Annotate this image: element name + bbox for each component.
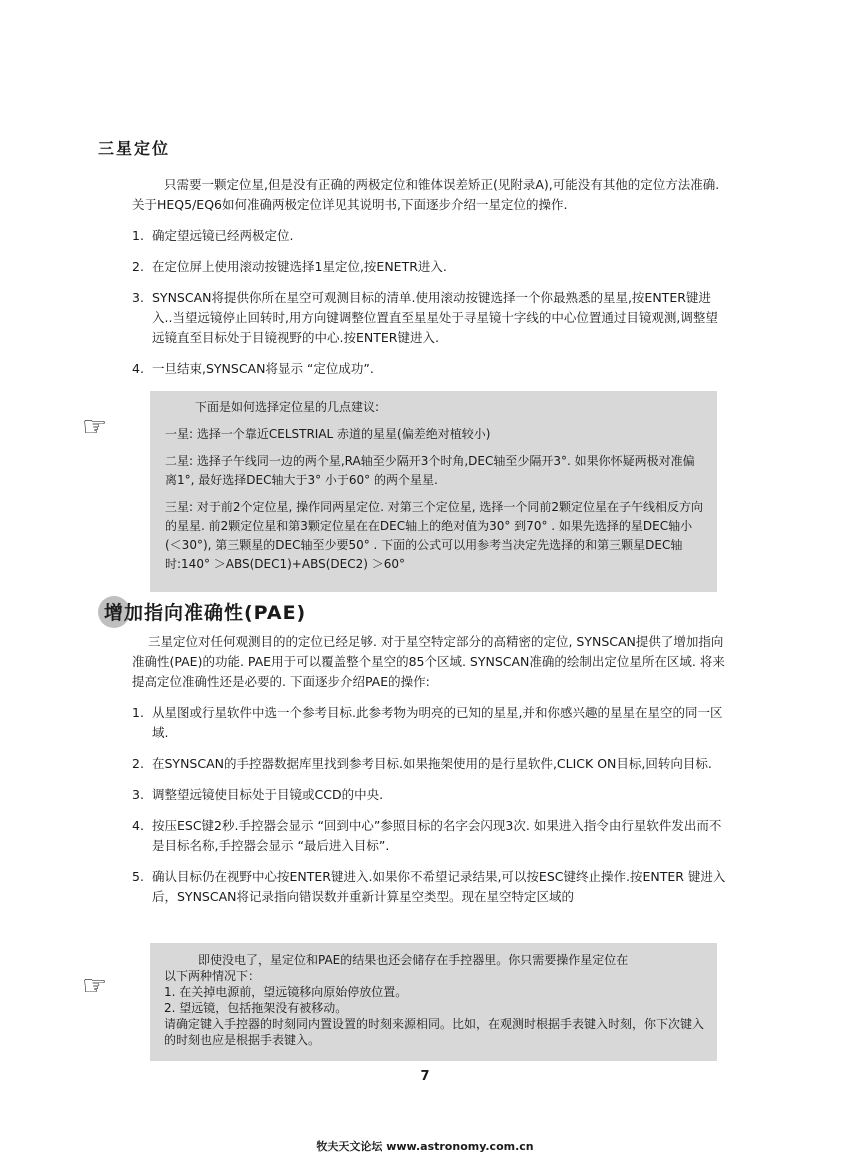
intro-text: 只需要一颗定位星,但是没有正确的两极定位和锥体误差矫正(见附录A),可能没有其他的定位方法准确.关于HEQ5/EQ6如何准确两极定位详见其说明书,下面逐步介绍一星定位的操作.	[132, 177, 720, 212]
list-number: 1.	[132, 228, 144, 243]
list-number: 2.	[132, 259, 144, 274]
step-list-1	[132, 226, 728, 379]
list-item	[132, 785, 728, 805]
list-text: 在SYNSCAN的手控器数据库里找到参考目标.如果拖架使用的是行星软件,CLICK ON目标,回转向目标.	[152, 756, 712, 771]
list-number: 3.	[132, 787, 144, 802]
list-number: 2.	[132, 756, 144, 771]
pointing-hand-icon: ☞	[82, 410, 108, 443]
tip-line: 1. 在关掉电源前，望远镜移向原始停放位置。	[164, 985, 408, 999]
tip-box-alignment-stars	[150, 391, 717, 592]
list-number: 1.	[132, 705, 144, 720]
list-item	[132, 754, 728, 774]
list-item	[132, 816, 728, 856]
list-number: 4.	[132, 361, 144, 376]
list-item	[132, 359, 728, 379]
tip-item-one-star: 一星: 选择一个靠近CELSTRIAL 赤道的星星(偏差绝对植较小)	[165, 427, 491, 441]
intro-paragraph	[132, 175, 728, 215]
tip-item-three-star: 三星: 对于前2个定位星, 操作同两星定位. 对第三个定位星, 选择一个同前2颗定位星在子午线相反方向的星星. 前2颗定位星和第3颗定位星在在DEC轴上的绝对值为30° 到70° . 如果先选择的星DEC轴小(＜30°), 第三颗星的DEC轴至少要50° . 下面的公式可以用参考当决定先选择的和第三颗星DEC轴时:140° ＞ABS(DEC1)+ABS(DEC2) ＞60°	[165, 500, 704, 571]
list-item	[132, 288, 728, 348]
pointing-hand-icon: ☞	[82, 969, 108, 1002]
section-title-three-star: 三星定位	[98, 139, 171, 158]
list-text: 调整望远镜使目标处于目镜或CCD的中央.	[152, 787, 384, 802]
list-text: 按压ESC键2秒.手控器会显示 “回到中心”参照目标的名字会闪现3次. 如果进入指令由行星软件发出而不是目标名称,手控器会显示 “最后进入目标”.	[152, 818, 722, 853]
footer-forum-link[interactable]: 牧夫天文论坛 www.astronomy.com.cn	[316, 1140, 534, 1153]
list-text: SYNSCAN将提供你所在星空可观测目标的清单.使用滚动按键选择一个你最熟悉的星星,按ENTER键进入..当望远镜停止回转时,用方向键调整位置直至星星处于寻星镜十字线的中心位置通过目镜观测,调整望远镜直至目标处于目镜视野的中心.按ENTER键进入.	[152, 290, 718, 345]
pae-intro-paragraph: 三星定位对任何观测目的的定位已经足够. 对于星空特定部分的高精密的定位, SYNSCAN提供了增加指向准确性(PAE)的功能. PAE用于可以覆盖整个星空的85个区域. SYNSCAN准确的绘制出定位星所在区域. 将来提高定位准确性还是必要的. 下面逐步介绍PAE的操作:	[132, 634, 725, 689]
page-number: 7	[420, 1069, 430, 1084]
step-list-2	[132, 703, 728, 907]
tip-title: 即使没电了，星定位和PAE的结果也还会储存在手控器里。你只需要操作星定位在	[198, 953, 629, 967]
tip-box-memory	[150, 943, 717, 1061]
list-item	[132, 703, 728, 743]
tip-title: 下面是如何选择定位星的几点建议:	[195, 400, 380, 414]
tip-line: 以下两种情况下：	[164, 969, 261, 983]
list-number: 5.	[132, 869, 144, 884]
list-item	[132, 257, 728, 277]
list-text: 在定位屏上使用滚动按键选择1星定位,按ENETR进入.	[152, 259, 447, 274]
list-text: 确定望远镜已经两极定位.	[152, 228, 294, 243]
list-item	[132, 226, 728, 246]
tip-line: 2. 望远镜，包括拖架没有被移动。	[164, 1001, 348, 1015]
tip-line: 请确定键入手控器的时刻同内置设置的时刻来源相同。比如，在观测时根据手表键入时刻，你下次键入的时刻也应是根据手表键入。	[164, 1017, 705, 1047]
list-item	[132, 867, 728, 907]
list-number: 4.	[132, 818, 144, 833]
list-text: 确认目标仍在视野中心按ENTER键进入.如果你不希望记录结果,可以按ESC键终止操作.按ENTER 键进入后，SYNSCAN将记录指向错误数并重新计算星空类型。现在星空特定区域的	[152, 869, 726, 904]
tip-item-two-star: 二星: 选择子午线同一边的两个星,RA轴至少隔开3个时角,DEC轴至少隔开3°. 如果你怀疑两极对准偏离1°, 最好选择DEC轴大于3° 小于60° 的两个星星.	[165, 454, 695, 487]
section-title-pae: 增加指向准确性(PAE)	[104, 602, 307, 624]
list-text: 从星图或行星软件中选一个参考目标.此参考物为明亮的已知的星星,并和你感兴趣的星星在星空的同一区域.	[152, 705, 723, 740]
list-text: 一旦结束,SYNSCAN将显示 “定位成功”.	[152, 361, 374, 376]
list-number: 3.	[132, 290, 144, 305]
